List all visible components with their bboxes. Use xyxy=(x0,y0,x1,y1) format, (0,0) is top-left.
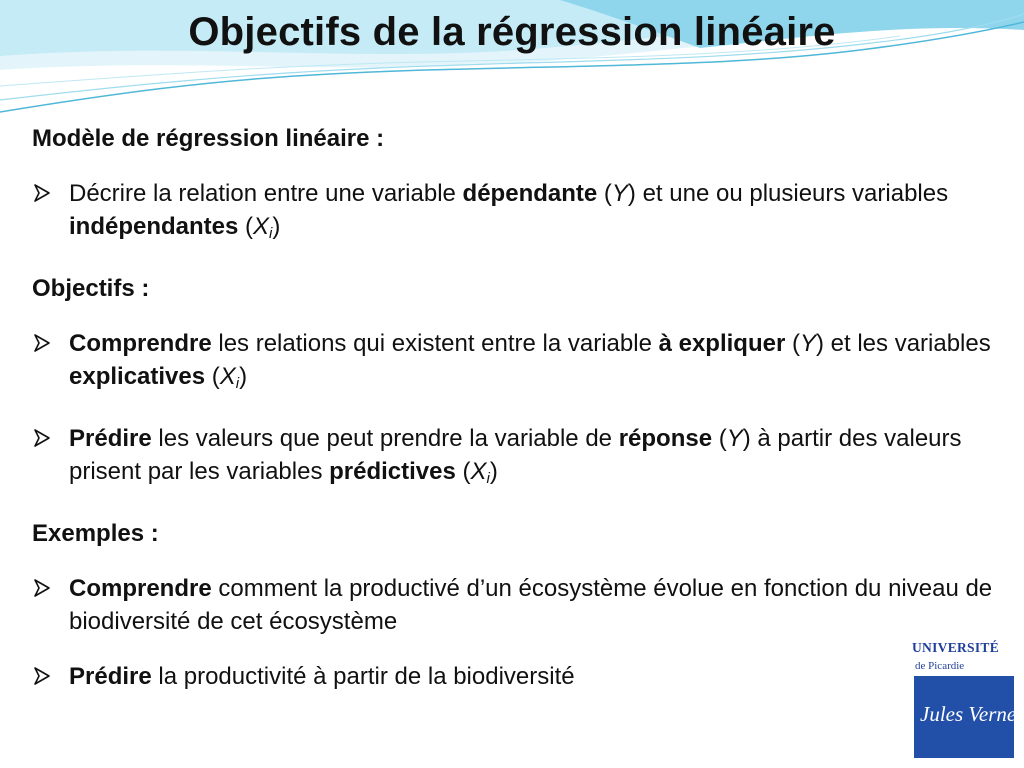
bullet-text: ( xyxy=(785,330,800,357)
term-a-expliquer: à expliquer xyxy=(658,330,786,357)
var-x: X xyxy=(470,458,487,485)
subscript-i: i xyxy=(269,225,273,242)
arrow-bullet-icon xyxy=(32,428,52,448)
term-predire: Prédire xyxy=(69,425,152,452)
arrow-bullet-icon xyxy=(32,333,52,353)
university-logo xyxy=(912,640,1017,758)
term-independent: indépendantes xyxy=(69,213,239,240)
example-bullet-2 xyxy=(32,660,1007,693)
term-predictives: prédictives xyxy=(329,458,456,485)
example-bullet-1 xyxy=(32,572,1007,638)
logo-blue-box xyxy=(914,676,1017,758)
bullet-text: ( xyxy=(455,458,471,485)
model-heading: Modèle de régression linéaire : xyxy=(32,125,385,152)
bullet-text: Décrire la relation entre une variable xyxy=(69,180,463,207)
bullet-text: ) xyxy=(239,363,248,390)
model-bullet xyxy=(32,177,1007,250)
bullet-text: ) à partir des valeurs prisent par les variables xyxy=(69,425,962,485)
logo-script-text: Jules Verne xyxy=(920,702,1017,726)
slide-title: Objectifs de la régression linéaire xyxy=(188,10,836,54)
var-y: Y xyxy=(799,330,816,357)
bullet-text: ) xyxy=(489,458,498,485)
var-y: Y xyxy=(611,180,628,207)
bullet-text: la productivité à partir de la biodiversité xyxy=(151,663,575,690)
bullet-text: ( xyxy=(238,213,254,240)
subscript-i: i xyxy=(235,375,240,392)
term-dependent: dépendante xyxy=(462,180,598,207)
arrow-bullet-icon xyxy=(32,578,52,598)
objective-bullet-1 xyxy=(32,327,1007,400)
objective-bullet-2 xyxy=(32,422,1007,495)
bullet-text: les relations qui existent entre la variable xyxy=(211,330,659,357)
bullet-text: ) xyxy=(272,213,281,240)
slide-content xyxy=(32,122,1007,715)
bullet-text: les valeurs que peut prendre la variable de xyxy=(151,425,619,452)
bullet-text: ) et une ou plusieurs variables xyxy=(627,180,949,207)
examples-heading: Exemples : xyxy=(32,520,159,547)
var-x: X xyxy=(253,213,270,240)
var-y: Y xyxy=(726,425,743,452)
term-explicatives: explicatives xyxy=(69,363,206,390)
logo-picardie-text: de Picardie xyxy=(915,660,965,672)
term-predire: Prédire xyxy=(69,663,152,690)
term-comprendre: Comprendre xyxy=(69,575,212,602)
bullet-text: comment la productivé d’un écosystème évolue en fonction du niveau de biodiversité de cet écosystème xyxy=(69,575,993,635)
subscript-i: i xyxy=(486,470,490,487)
bullet-text: ) et les variables xyxy=(816,330,991,357)
term-reponse: réponse xyxy=(618,425,713,452)
objectives-heading: Objectifs : xyxy=(32,275,150,302)
arrow-bullet-icon xyxy=(32,666,52,686)
bullet-text: ( xyxy=(205,363,220,390)
var-x: X xyxy=(219,363,236,390)
bullet-text: ( xyxy=(712,425,727,452)
logo-university-text: UNIVERSITÉ xyxy=(912,640,1000,655)
term-comprendre: Comprendre xyxy=(69,330,212,357)
bullet-text: ( xyxy=(597,180,612,207)
arrow-bullet-icon xyxy=(32,183,52,203)
